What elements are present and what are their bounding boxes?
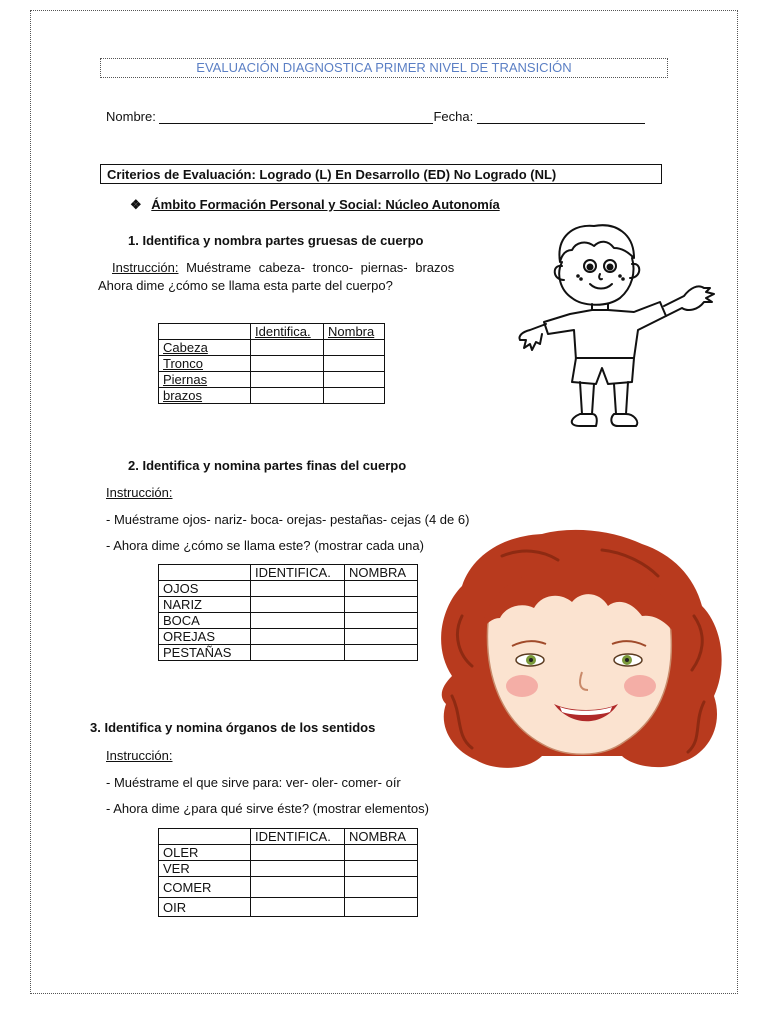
row-label: VER <box>159 861 251 877</box>
header-cell <box>159 565 251 581</box>
nombra-cell[interactable] <box>324 372 385 388</box>
header-identifica: IDENTIFICA. <box>251 565 345 581</box>
row-label: brazos <box>159 388 251 404</box>
header-cell <box>159 829 251 845</box>
row-label: Piernas <box>159 372 251 388</box>
fecha-blank[interactable] <box>477 111 645 124</box>
nombra-cell[interactable] <box>345 629 418 645</box>
section3-instruction-label: Instrucción: <box>106 748 173 763</box>
table-header-row <box>159 565 418 581</box>
header-nombra: NOMBRA <box>345 565 418 581</box>
identifica-cell[interactable] <box>251 597 345 613</box>
row-label: PESTAÑAS <box>159 645 251 661</box>
nombra-cell[interactable] <box>345 645 418 661</box>
identifica-cell[interactable] <box>251 645 345 661</box>
nombra-cell[interactable] <box>345 581 418 597</box>
section3-heading: 3. Identifica y nomina órganos de los sentidos <box>90 720 376 735</box>
table-row <box>159 877 418 898</box>
diamond-bullet-icon: ❖ <box>130 197 142 212</box>
evaluation-criteria: Criterios de Evaluación: Logrado (L) En Desarrollo (ED) No Logrado (NL) <box>100 164 662 184</box>
section2-heading: 2. Identifica y nomina partes finas del cuerpo <box>128 458 407 473</box>
table-row <box>159 340 385 356</box>
instruction-label: Instrucción: <box>112 260 179 275</box>
nombre-label: Nombre: <box>106 109 156 124</box>
row-label: OREJAS <box>159 629 251 645</box>
table-row <box>159 898 418 917</box>
table-body-parts-gross <box>158 323 385 404</box>
nombra-cell[interactable] <box>345 898 418 917</box>
identifica-cell[interactable] <box>251 877 345 898</box>
nombra-cell[interactable] <box>345 613 418 629</box>
row-label: NARIZ <box>159 597 251 613</box>
table-header-row <box>159 829 418 845</box>
section1-instruction <box>112 260 454 275</box>
identifica-cell[interactable] <box>251 898 345 917</box>
row-label: Tronco <box>159 356 251 372</box>
instruction-text: Muéstrame cabeza- tronco- piernas- brazos <box>178 260 455 275</box>
row-label: OLER <box>159 845 251 861</box>
table-body-parts-fine <box>158 564 418 661</box>
header-identifica: Identifica. <box>251 324 324 340</box>
identifica-cell[interactable] <box>251 340 324 356</box>
section1-instruction-line2: Ahora dime ¿cómo se llama esta parte del cuerpo? <box>98 278 393 293</box>
table-row <box>159 861 418 877</box>
section2-line1: - Muéstrame ojos- nariz- boca- orejas- pestañas- cejas (4 de 6) <box>106 512 470 527</box>
identifica-cell[interactable] <box>251 845 345 861</box>
nombra-cell[interactable] <box>345 845 418 861</box>
row-label: COMER <box>159 877 251 898</box>
nombra-cell[interactable] <box>324 356 385 372</box>
row-label: Cabeza <box>159 340 251 356</box>
table-row <box>159 845 418 861</box>
nombre-blank[interactable] <box>159 111 433 124</box>
identifica-cell[interactable] <box>251 629 345 645</box>
section2-line2: - Ahora dime ¿cómo se llama este? (mostrar cada una) <box>106 538 424 553</box>
identifica-cell[interactable] <box>251 372 324 388</box>
table-row <box>159 388 385 404</box>
boy-outline-illustration <box>510 218 716 440</box>
header-identifica: IDENTIFICA. <box>251 829 345 845</box>
identifica-cell[interactable] <box>251 581 345 597</box>
table-row <box>159 581 418 597</box>
header-cell <box>159 324 251 340</box>
nombra-cell[interactable] <box>324 388 385 404</box>
document-title: EVALUACIÓN DIAGNOSTICA PRIMER NIVEL DE TRANSICIÓN <box>100 58 668 78</box>
table-header-row <box>159 324 385 340</box>
fecha-label: Fecha: <box>433 109 474 124</box>
row-label: BOCA <box>159 613 251 629</box>
nombra-cell[interactable] <box>345 861 418 877</box>
table-senses <box>158 828 418 917</box>
ambito-heading <box>130 197 500 213</box>
section3-line1: - Muéstrame el que sirve para: ver- oler- comer- oír <box>106 775 401 790</box>
table-row <box>159 597 418 613</box>
nombra-cell[interactable] <box>345 597 418 613</box>
table-row <box>159 645 418 661</box>
table-row <box>159 613 418 629</box>
name-field-row <box>106 109 645 124</box>
nombra-cell[interactable] <box>324 340 385 356</box>
table-row <box>159 372 385 388</box>
identifica-cell[interactable] <box>251 613 345 629</box>
section2-instruction-label: Instrucción: <box>106 485 173 500</box>
table-row <box>159 356 385 372</box>
row-label: OJOS <box>159 581 251 597</box>
identifica-cell[interactable] <box>251 861 345 877</box>
ambito-text: Ámbito Formación Personal y Social: Núcleo Autonomía <box>151 197 500 212</box>
header-nombra: Nombra <box>324 324 385 340</box>
header-nombra: NOMBRA <box>345 829 418 845</box>
row-label: OIR <box>159 898 251 917</box>
table-row <box>159 629 418 645</box>
section1-heading: 1. Identifica y nombra partes gruesas de cuerpo <box>128 233 424 248</box>
identifica-cell[interactable] <box>251 388 324 404</box>
girl-face-illustration <box>432 526 732 776</box>
section3-line2: - Ahora dime ¿para qué sirve éste? (mostrar elementos) <box>106 801 429 816</box>
nombra-cell[interactable] <box>345 877 418 898</box>
identifica-cell[interactable] <box>251 356 324 372</box>
